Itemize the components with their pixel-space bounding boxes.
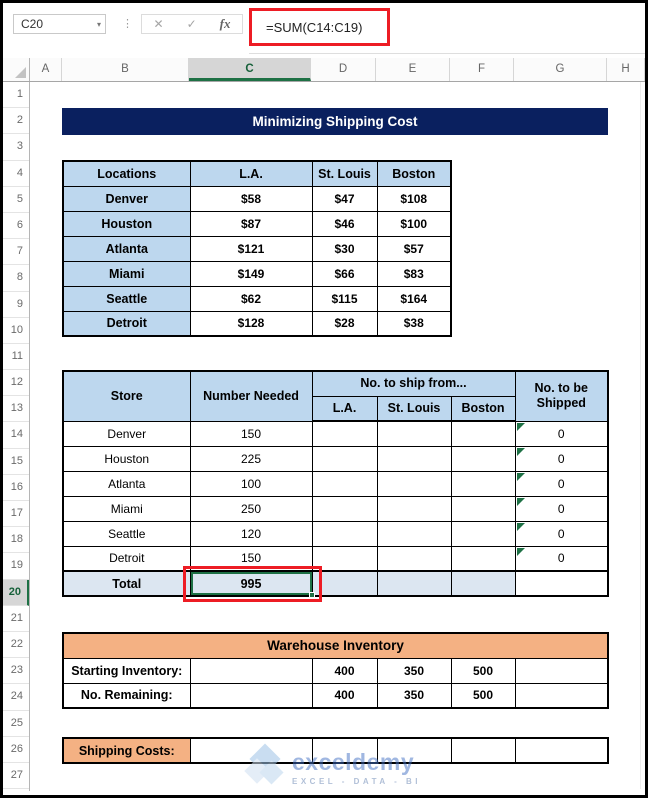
shipped-value: 0 (557, 426, 565, 441)
cell[interactable]: Miami (63, 496, 190, 521)
row-header-26[interactable]: 26 (3, 737, 29, 763)
column-header-B[interactable]: B (62, 58, 189, 81)
table-row (63, 236, 451, 261)
cell[interactable] (515, 658, 608, 683)
cell[interactable]: $121 (190, 236, 312, 261)
table-row (63, 261, 451, 286)
cell[interactable]: Atlanta (63, 236, 190, 261)
column-header-C[interactable]: C (189, 58, 311, 81)
shipped-value: 0 (557, 501, 565, 516)
cell[interactable]: Seattle (63, 521, 190, 546)
cell[interactable] (451, 521, 515, 546)
cell[interactable]: Houston (63, 211, 190, 236)
row-header-12[interactable]: 12 (3, 370, 29, 396)
ship-subheader-st-louis[interactable]: St. Louis (377, 396, 451, 421)
cell[interactable] (377, 471, 451, 496)
cell[interactable] (312, 521, 377, 546)
cell[interactable]: $57 (377, 236, 451, 261)
table-row (63, 371, 608, 396)
formula-annotation-box (249, 8, 390, 46)
error-indicator-triangle (517, 423, 525, 431)
name-box-value: C20 (21, 17, 44, 31)
total-row (63, 571, 608, 596)
cell[interactable]: Detroit (63, 311, 190, 336)
table-row (63, 186, 451, 211)
cell[interactable] (515, 446, 608, 471)
title-banner-cell[interactable]: Minimizing Shipping Cost (62, 108, 608, 135)
row-header-8[interactable]: 8 (3, 265, 29, 291)
formula-buttons (141, 14, 243, 34)
cell[interactable]: 500 (451, 658, 515, 683)
cell[interactable] (451, 421, 515, 446)
cell[interactable]: Atlanta (63, 471, 190, 496)
table-row (63, 161, 451, 186)
cell[interactable] (515, 496, 608, 521)
cell[interactable] (312, 446, 377, 471)
gridline (640, 82, 641, 789)
cell[interactable] (451, 496, 515, 521)
table-row (63, 633, 608, 658)
cell[interactable]: Miami (63, 261, 190, 286)
cell[interactable]: Denver (63, 421, 190, 446)
cell[interactable] (190, 658, 312, 683)
row-header-4[interactable]: 4 (3, 161, 29, 187)
cell[interactable]: $58 (190, 186, 312, 211)
formula-bar-area (3, 3, 645, 58)
total-value-cell-C20[interactable] (190, 571, 312, 596)
row-header-6[interactable]: 6 (3, 213, 29, 239)
row-header-3[interactable]: 3 (3, 134, 29, 160)
ship-subheader-boston[interactable]: Boston (451, 396, 515, 421)
table-row (63, 738, 608, 763)
table-row (63, 546, 608, 571)
cost-header-locations[interactable]: Locations (63, 161, 190, 186)
table-row (63, 211, 451, 236)
table-row (63, 658, 608, 683)
cost-table (62, 160, 452, 337)
cell[interactable]: Detroit (63, 546, 190, 571)
cell[interactable]: Houston (63, 446, 190, 471)
row-header-19[interactable]: 19 (3, 553, 29, 579)
cell[interactable]: 100 (190, 471, 312, 496)
cell[interactable] (377, 521, 451, 546)
cell[interactable]: $164 (377, 286, 451, 311)
row-header-5[interactable]: 5 (3, 187, 29, 213)
column-header-H[interactable]: H (607, 58, 645, 81)
cell[interactable] (451, 738, 515, 763)
table-row (63, 521, 608, 546)
column-header-G[interactable]: G (514, 58, 607, 81)
cell[interactable]: $83 (377, 261, 451, 286)
separator-dots-icon: ⋮ (122, 18, 133, 30)
table-row (63, 446, 608, 471)
cell[interactable] (515, 471, 608, 496)
cell[interactable] (377, 738, 451, 763)
name-box-dropdown-icon[interactable]: ▾ (96, 19, 101, 29)
insert-function-icon[interactable]: fx (219, 16, 231, 31)
cell[interactable]: 250 (190, 496, 312, 521)
row-header-22[interactable]: 22 (3, 632, 29, 658)
shipped-value: 0 (557, 476, 565, 491)
cell[interactable] (312, 421, 377, 446)
row-header-11[interactable]: 11 (3, 344, 29, 370)
total-value: 995 (240, 576, 262, 591)
table-row (63, 421, 608, 446)
cell[interactable] (312, 738, 377, 763)
row-header-21[interactable]: 21 (3, 606, 29, 632)
cell[interactable] (377, 496, 451, 521)
cell[interactable] (515, 571, 608, 596)
shipped-value: 0 (557, 451, 565, 466)
shipping-table (62, 370, 609, 597)
enter-icon[interactable]: ✓ (186, 17, 197, 31)
cell[interactable] (312, 496, 377, 521)
cell[interactable]: $149 (190, 261, 312, 286)
cell[interactable]: 350 (377, 683, 451, 708)
cell[interactable] (312, 546, 377, 571)
cell[interactable]: $62 (190, 286, 312, 311)
cell[interactable] (451, 546, 515, 571)
row-header-2[interactable]: 2 (3, 108, 29, 134)
ship-header-store[interactable]: Store (63, 371, 190, 421)
cell[interactable] (515, 683, 608, 708)
cell[interactable]: $128 (190, 311, 312, 336)
column-header-A[interactable]: A (30, 58, 62, 81)
cell[interactable]: $100 (377, 211, 451, 236)
cell[interactable] (377, 446, 451, 471)
row-header-24[interactable]: 24 (3, 684, 29, 710)
shipping-costs-table (62, 737, 609, 764)
cell[interactable]: 150 (190, 421, 312, 446)
cell[interactable]: 150 (190, 546, 312, 571)
cost-header-st-louis[interactable]: St. Louis (312, 161, 377, 186)
cell[interactable]: $28 (312, 311, 377, 336)
cell[interactable]: 225 (190, 446, 312, 471)
table-row (63, 496, 608, 521)
table-row (63, 286, 451, 311)
cell[interactable] (451, 571, 515, 596)
row-header-13[interactable]: 13 (3, 396, 29, 422)
cell[interactable]: $87 (190, 211, 312, 236)
cell[interactable]: 500 (451, 683, 515, 708)
cell[interactable] (190, 683, 312, 708)
cell[interactable]: $46 (312, 211, 377, 236)
cell[interactable] (190, 738, 312, 763)
select-all-triangle-icon (15, 67, 26, 78)
cancel-icon[interactable]: ✕ (153, 17, 164, 31)
cell[interactable] (377, 571, 451, 596)
table-row (63, 471, 608, 496)
cell[interactable]: 350 (377, 658, 451, 683)
cell[interactable] (377, 546, 451, 571)
warehouse-table (62, 632, 609, 709)
table-row (63, 311, 451, 336)
cell[interactable] (377, 421, 451, 446)
cell[interactable]: $108 (377, 186, 451, 211)
row-header-9[interactable]: 9 (3, 292, 29, 318)
row-header-15[interactable]: 15 (3, 449, 29, 475)
error-indicator-triangle (517, 548, 525, 556)
shipped-value: 0 (557, 526, 565, 541)
ship-header-to-be-shipped[interactable]: No. to be Shipped (515, 371, 608, 421)
row-header-25[interactable]: 25 (3, 711, 29, 737)
table-row (63, 683, 608, 708)
row-header-20[interactable]: 20 (3, 580, 29, 606)
cell[interactable]: No. Remaining: (63, 683, 190, 708)
row-headers (3, 82, 30, 791)
cell[interactable]: $66 (312, 261, 377, 286)
formula-input[interactable]: =SUM(C14:C19) (266, 19, 363, 35)
column-header-D[interactable]: D (311, 58, 376, 81)
error-indicator-triangle (517, 523, 525, 531)
select-all-corner[interactable] (3, 58, 30, 81)
row-header-7[interactable]: 7 (3, 239, 29, 265)
cell[interactable]: $38 (377, 311, 451, 336)
cell[interactable] (312, 471, 377, 496)
watermark-tagline: EXCEL - DATA - BI (292, 776, 421, 786)
cell[interactable] (515, 546, 608, 571)
row-header-16[interactable]: 16 (3, 475, 29, 501)
row-header-10[interactable]: 10 (3, 318, 29, 344)
warehouse-title-cell[interactable]: Warehouse Inventory (63, 633, 608, 658)
cell[interactable]: 400 (312, 658, 377, 683)
cell[interactable]: Denver (63, 186, 190, 211)
watermark-name: exceldemy (292, 748, 415, 775)
ship-header-number-needed[interactable]: Number Needed (190, 371, 312, 421)
error-indicator-triangle (517, 448, 525, 456)
cell[interactable]: $115 (312, 286, 377, 311)
cell[interactable] (515, 521, 608, 546)
cell[interactable] (312, 571, 377, 596)
row-header-14[interactable]: 14 (3, 422, 29, 448)
cell[interactable]: $47 (312, 186, 377, 211)
cell[interactable]: $30 (312, 236, 377, 261)
name-box[interactable] (13, 14, 106, 34)
row-header-27[interactable]: 27 (3, 763, 29, 789)
shipping-costs-label-cell[interactable]: Shipping Costs: (63, 738, 190, 763)
cell[interactable]: Starting Inventory: (63, 658, 190, 683)
cost-header-boston[interactable]: Boston (377, 161, 451, 186)
column-headers (3, 58, 645, 82)
formula-bar-divider (249, 53, 645, 54)
row-header-23[interactable]: 23 (3, 658, 29, 684)
row-header-18[interactable]: 18 (3, 527, 29, 553)
total-label-cell[interactable]: Total (63, 571, 190, 596)
cell[interactable]: Seattle (63, 286, 190, 311)
error-indicator-triangle (517, 473, 525, 481)
column-header-E[interactable]: E (376, 58, 450, 81)
column-header-F[interactable]: F (450, 58, 514, 81)
shipped-value: 0 (557, 551, 565, 566)
cell[interactable]: 120 (190, 521, 312, 546)
cell[interactable] (451, 471, 515, 496)
ship-header-ship-from[interactable]: No. to ship from... (312, 371, 515, 396)
row-header-1[interactable]: 1 (3, 82, 29, 108)
cell[interactable] (515, 421, 608, 446)
cell[interactable] (515, 738, 608, 763)
row-header-17[interactable]: 17 (3, 501, 29, 527)
cell[interactable]: 400 (312, 683, 377, 708)
ship-subheader-la[interactable]: L.A. (312, 396, 377, 421)
cell[interactable] (451, 446, 515, 471)
cost-header-la[interactable]: L.A. (190, 161, 312, 186)
error-indicator-triangle (517, 498, 525, 506)
